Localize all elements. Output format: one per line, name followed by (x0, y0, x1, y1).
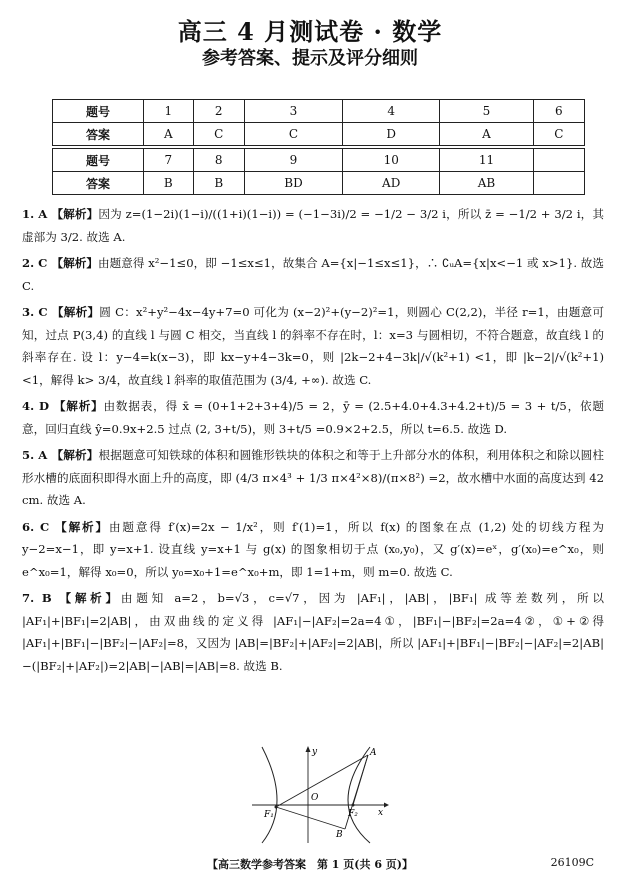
table-header-cell: 题号 (53, 149, 144, 172)
solution-text: 根据题意可知铁球的体积和圆锥形铁块的体积之和等于上升部分水的体积，利用体积之和除以圆柱形水槽的底面积即得水面上升的高度，即 (4/3 π×4³ + 1/3 π×4²×8)/(π×8²) =2，故水槽中水面的高度达到 42 cm. 故选 A. (22, 448, 604, 507)
table-row (53, 149, 585, 172)
hyperbola-right-branch (348, 747, 370, 843)
table-row (53, 123, 585, 146)
solution-item (22, 444, 604, 512)
solution-text: 由数据表，得 x̄ = (0+1+2+3+4)/5 = 2，ȳ = (2.5+4.0+4.3+4.2+t)/5 = 3 + t/5，依题意，回归直线 ŷ=0.9x+2.5 过点 (2, 3+t/5)，则 3+t/5 =0.9×2+2.5，所以 t=6.5. 故选 D. (22, 399, 604, 436)
table-cell: AB (440, 172, 533, 195)
hyperbola-left-branch (262, 747, 277, 843)
solution-list (22, 203, 604, 681)
solution-head: 3. C 【解析】 (22, 305, 100, 319)
table-row (53, 100, 585, 123)
solution-text: 圆 C：x²+y²−4x−4y+7=0 可化为 (x−2)²+(y−2)²=1，则圆心 C(2,2)，半径 r=1，由题意可知，过点 P(3,4) 的直线 l 与圆 C 相交，当直线 l 的斜率不存在时，l：x=3 与圆相切，不符合题意，故直线 l 的斜率存在. 设 l：y−4=k(x−3)，即 kx−y+4−3k=0，则 |2k−2+4−3k|/√(k²+1) <1，即 |k−2|/√(k²+1) <1，解得 k> 3/4，故直线 l 斜率的取值范围为 (3/4, +∞). 故选 C. (22, 305, 604, 387)
table-cell: 11 (440, 149, 533, 172)
label-y: y (312, 747, 318, 757)
page-title: 高三 4 月测试卷 · 数学 (177, 17, 443, 46)
footer-page-info: 【高三数学参考答案 第 1 页(共 6 页)】 (206, 858, 414, 871)
label-o: O (311, 793, 319, 803)
solution-text: 由题意得 x²−1≤0，即 −1≤x≤1，故集合 A={x|−1≤x≤1}，∴ ∁ᵤA={x|x<−1 或 x>1}. 故选 C. (22, 256, 604, 293)
table-cell: A (144, 123, 194, 146)
label-f2: F₂ (348, 809, 358, 819)
point-f2 (352, 804, 355, 807)
table-header-cell: 题号 (53, 100, 144, 123)
table-cell: BD (244, 172, 342, 195)
table-cell: B (144, 172, 194, 195)
solution-head: 4. D 【解析】 (22, 399, 104, 413)
x-axis-arrow (384, 803, 389, 808)
solution-head: 6. C 【解析】 (22, 519, 109, 534)
solution-head: 2. C 【解析】 (22, 256, 98, 270)
solution-text: 由题意得 f′(x)=2x − 1/x²，则 f′(1)=1，所以 f(x) 的图象在点 (1,2) 处的切线方程为 y−2=x−1，即 y=x+1. 设直线 y=x+1 与 g(x) 的图象相切于点 (x₀,y₀)，又 g′(x)=eˣ，g′(x₀)=e^x₀，则 e^x₀=1，解得 x₀=0，所以 y₀=x₀+1=e^x₀+m，即 1=1+m，则 m=0. 故选 C. (22, 519, 604, 579)
table-cell: 5 (440, 100, 533, 123)
table-cell: C (193, 123, 244, 146)
label-a: A (370, 748, 377, 758)
table-cell: 6 (533, 100, 584, 123)
table-cell (533, 149, 584, 172)
solution-head: 1. A 【解析】 (22, 207, 99, 221)
solution-item (22, 395, 604, 440)
solution-item (22, 203, 604, 248)
table-cell: 3 (244, 100, 342, 123)
table-header-cell: 答案 (53, 172, 144, 195)
table-cell: A (440, 123, 533, 146)
table-cell: D (343, 123, 440, 146)
table-cell (533, 172, 584, 195)
label-f1: F₁ (264, 810, 274, 820)
solution-item (22, 301, 604, 391)
segment-f1-b (276, 807, 345, 829)
table-cell: 10 (343, 149, 440, 172)
solution-item (22, 587, 604, 677)
solution-head: 5. A 【解析】 (22, 448, 99, 462)
table-header-cell: 答案 (53, 123, 144, 146)
solution-head: 7. B 【解析】 (22, 591, 121, 605)
table-cell: C (244, 123, 342, 146)
table-cell: B (193, 172, 244, 195)
solution-item (22, 252, 604, 297)
table-cell: 2 (193, 100, 244, 123)
table-cell: C (533, 123, 584, 146)
y-axis-arrow (306, 746, 311, 752)
solution-text: 由题知 a=2，b=√3，c=√7，因为 |AF₁|，|AB|，|BF₁| 成等差数列，所以 |AF₁|+|BF₁|=2|AB|，由双曲线的定义得 |AF₁|−|AF₂|=2a=4①，|BF₁|−|BF₂|=2a=4②，①+②得 |AF₁|+|BF₁|−|BF₂|−|AF₂|=8，又因为 |AB|=|BF₂|+|AF₂|=2|AB|，所以 |AF₁|+|BF₁|−|BF₂|−|AF₂|=2|AB|−(|BF₂|+|AF₂|)=2|AB|−|AB|=|AB|=8. 故选 B. (22, 591, 604, 673)
solution-item (22, 516, 604, 584)
table-row (53, 172, 585, 195)
label-x: x (378, 808, 384, 818)
table-cell: 8 (193, 149, 244, 172)
answer-table (52, 99, 585, 195)
table-cell: 9 (244, 149, 342, 172)
point-f1 (275, 806, 278, 809)
table-cell: 1 (144, 100, 194, 123)
table-cell: AD (343, 172, 440, 195)
solution-text: 因为 z=(1−2i)(1−i)/((1+i)(1−i)) = (−1−3i)/2 = −1/2 − 3/2 i，所以 z̄ = −1/2 + 3/2 i，其虚部为 3/2. 故选 A. (22, 207, 604, 244)
table-cell: 4 (343, 100, 440, 123)
footer-doc-code: 26109C (550, 856, 594, 869)
label-b: B (336, 830, 343, 840)
hyperbola-figure (250, 745, 390, 845)
page-subtitle: 参考答案、提示及评分细则 (202, 48, 418, 69)
table-cell: 7 (144, 149, 194, 172)
